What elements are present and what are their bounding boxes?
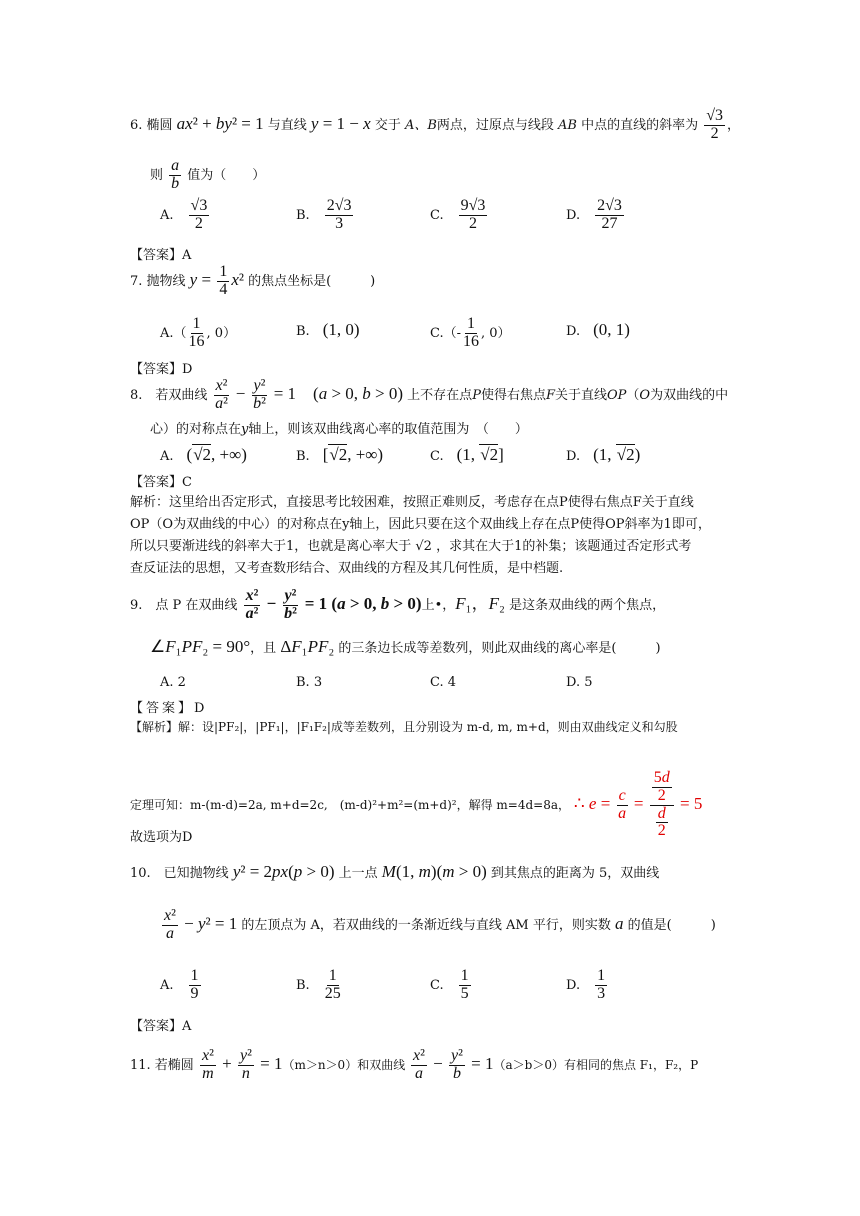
q8-analysis-line: OP（O为双曲线的中心）的对称点在y轴上，因此只要在这个双曲线上存在点P使得OP斜率为1即可，	[130, 517, 711, 532]
q9-line2: ∠F₁PF₂ = 90°，且 ΔF₁PF₂ 的三条边长成等差数列，则此双曲线的离心率是( )	[150, 637, 661, 656]
q9-analysis-line2	[130, 770, 702, 840]
q7-option-c: C.（- $\frac{1}{16}$ , 0）	[430, 315, 511, 350]
q10-option-a: A. $\frac{1}{9}$	[160, 967, 199, 1002]
q9-analysis-text: 定理可知：m-(m-d)=2a, m+d=2c, (m-d)²+m²=(m+d)²，解得 m=4d=8a，	[130, 798, 571, 812]
q6-answer: 【答案】A	[130, 248, 192, 263]
q8-option-a: A. (√2, +∞)	[160, 445, 247, 464]
q8-option-b: B. [√2, +∞)	[296, 445, 384, 464]
q6-line1: 6. 椭圆 ax² + by² = 1 与直线 y = 1 − x 交于 A、B两点，过原点与线段 AB 中点的直线的斜率为 $\frac{√3}{2}$ ，	[130, 107, 741, 142]
q9-answer: 【答案】D	[130, 701, 208, 716]
q6-option-c: C. $\frac{9√3}{2}$	[430, 197, 486, 232]
q9-conclusion: 故选项为D	[130, 830, 193, 845]
q6-line2: 则 $\frac{a}{b}$ 值为（ ）	[150, 157, 266, 192]
q9-option-a: A. 2	[160, 675, 186, 690]
q7-line1: 7. 抛物线 y = $\frac{1}{4}$ x² 的焦点坐标是( )	[130, 263, 376, 298]
q6-option-a: A. $\frac{√3}{2}$	[160, 197, 208, 232]
q9-option-d: D. 5	[566, 675, 593, 690]
q8-line2: 心）的对称点在y轴上，则该双曲线离心率的取值范围为 （ ）	[150, 422, 528, 437]
q10-option-b: B. $\frac{1}{25}$	[296, 967, 341, 1002]
q7-option-b: B. (1, 0)	[296, 320, 360, 339]
q9-analysis-line1: 【解析】解：设|PF₂|，|PF₁|，|F₁F₂|成等差数列，且分别设为 m-d, m, m+d，则由双曲线定义和勾股	[130, 720, 678, 734]
q10-option-d: D. $\frac{1}{3}$	[566, 967, 606, 1002]
q6-option-b: B. $\frac{2√3}{3}$	[296, 197, 352, 232]
q7-option-a: A.（ $\frac{1}{16}$ , 0）	[160, 315, 237, 350]
q10-line2: $\frac{\text{x²}}{a}$ − y² = 1 的左顶点为 A，若双曲线的一条渐近线与直线 AM 平行，则实数 a 的值是( )	[164, 907, 716, 942]
q8-analysis-line: 查反证法的思想，又考查数形结合、双曲线的方程及其几何性质，是中档题.	[130, 561, 564, 576]
q7-answer: 【答案】D	[130, 362, 193, 377]
q8-option-c: C. (1, √2]	[430, 445, 504, 464]
q10-answer: 【答案】A	[130, 1019, 192, 1034]
q8-answer: 【答案】C	[130, 475, 192, 490]
q9-option-c: C. 4	[430, 675, 457, 690]
q10-line1: 10. 已知抛物线 y² = 2px(p > 0) 上一点 M(1, m)(m > 0) 到其焦点的距离为 5，双曲线	[130, 862, 660, 881]
q8-option-d: D. (1, √2)	[566, 445, 641, 464]
q7-option-d: D. (0, 1)	[566, 320, 630, 339]
q9-option-b: B. 3	[296, 675, 323, 690]
q11-line1: 11. 若椭圆 $\frac{\text{x²}}{m}$ + $\frac{\text{y²}}{n}$ = 1（m＞n＞0）和双曲线 $\frac{\text{x²}}{a}$ − $\frac{\text{y²}}{b}$ = 1（a＞b＞0）有相同的焦点 F₁，F₂，P	[130, 1047, 699, 1082]
q9-line1: 9. 点 P 在双曲线 $\frac{\text{x²}}{\text{a²}}$ − $\frac{\text{y²}}{\text{b²}}$ = 1 (a > 0, b > 0)上•，F₁，F₂ 是这条双曲线的两个焦点，	[130, 587, 666, 622]
q10-option-c: C. $\frac{1}{5}$	[430, 967, 469, 1002]
q8-analysis	[130, 492, 740, 580]
q8-analysis-line: 解析：这里给出否定形式，直接思考比较困难，按照正难则反，考虑存在点P使得右焦点F关于直线	[130, 495, 694, 510]
q8-line1: 8. 若双曲线 $\frac{\text{x²}}{\text{a²}}$ − $\frac{\text{y²}}{\text{b²}}$ = 1 (a > 0, b > 0) 上不存在点P使得右焦点F关于直线OP（O为双曲线的中	[130, 377, 729, 412]
q9-eccentricity-formula: ∴ e = $\frac{c}{a}$ = $\frac{\frac{5d}{2}}{\frac{d}{2}}$ = 5	[573, 769, 703, 840]
q8-analysis-line: 所以只要渐进线的斜率大于1，也就是离心率大于 √2 ，求其在大于1的补集；该题通过否定形式考	[130, 539, 692, 554]
q6-option-d: D. $\frac{2√3}{27}$	[566, 197, 622, 232]
